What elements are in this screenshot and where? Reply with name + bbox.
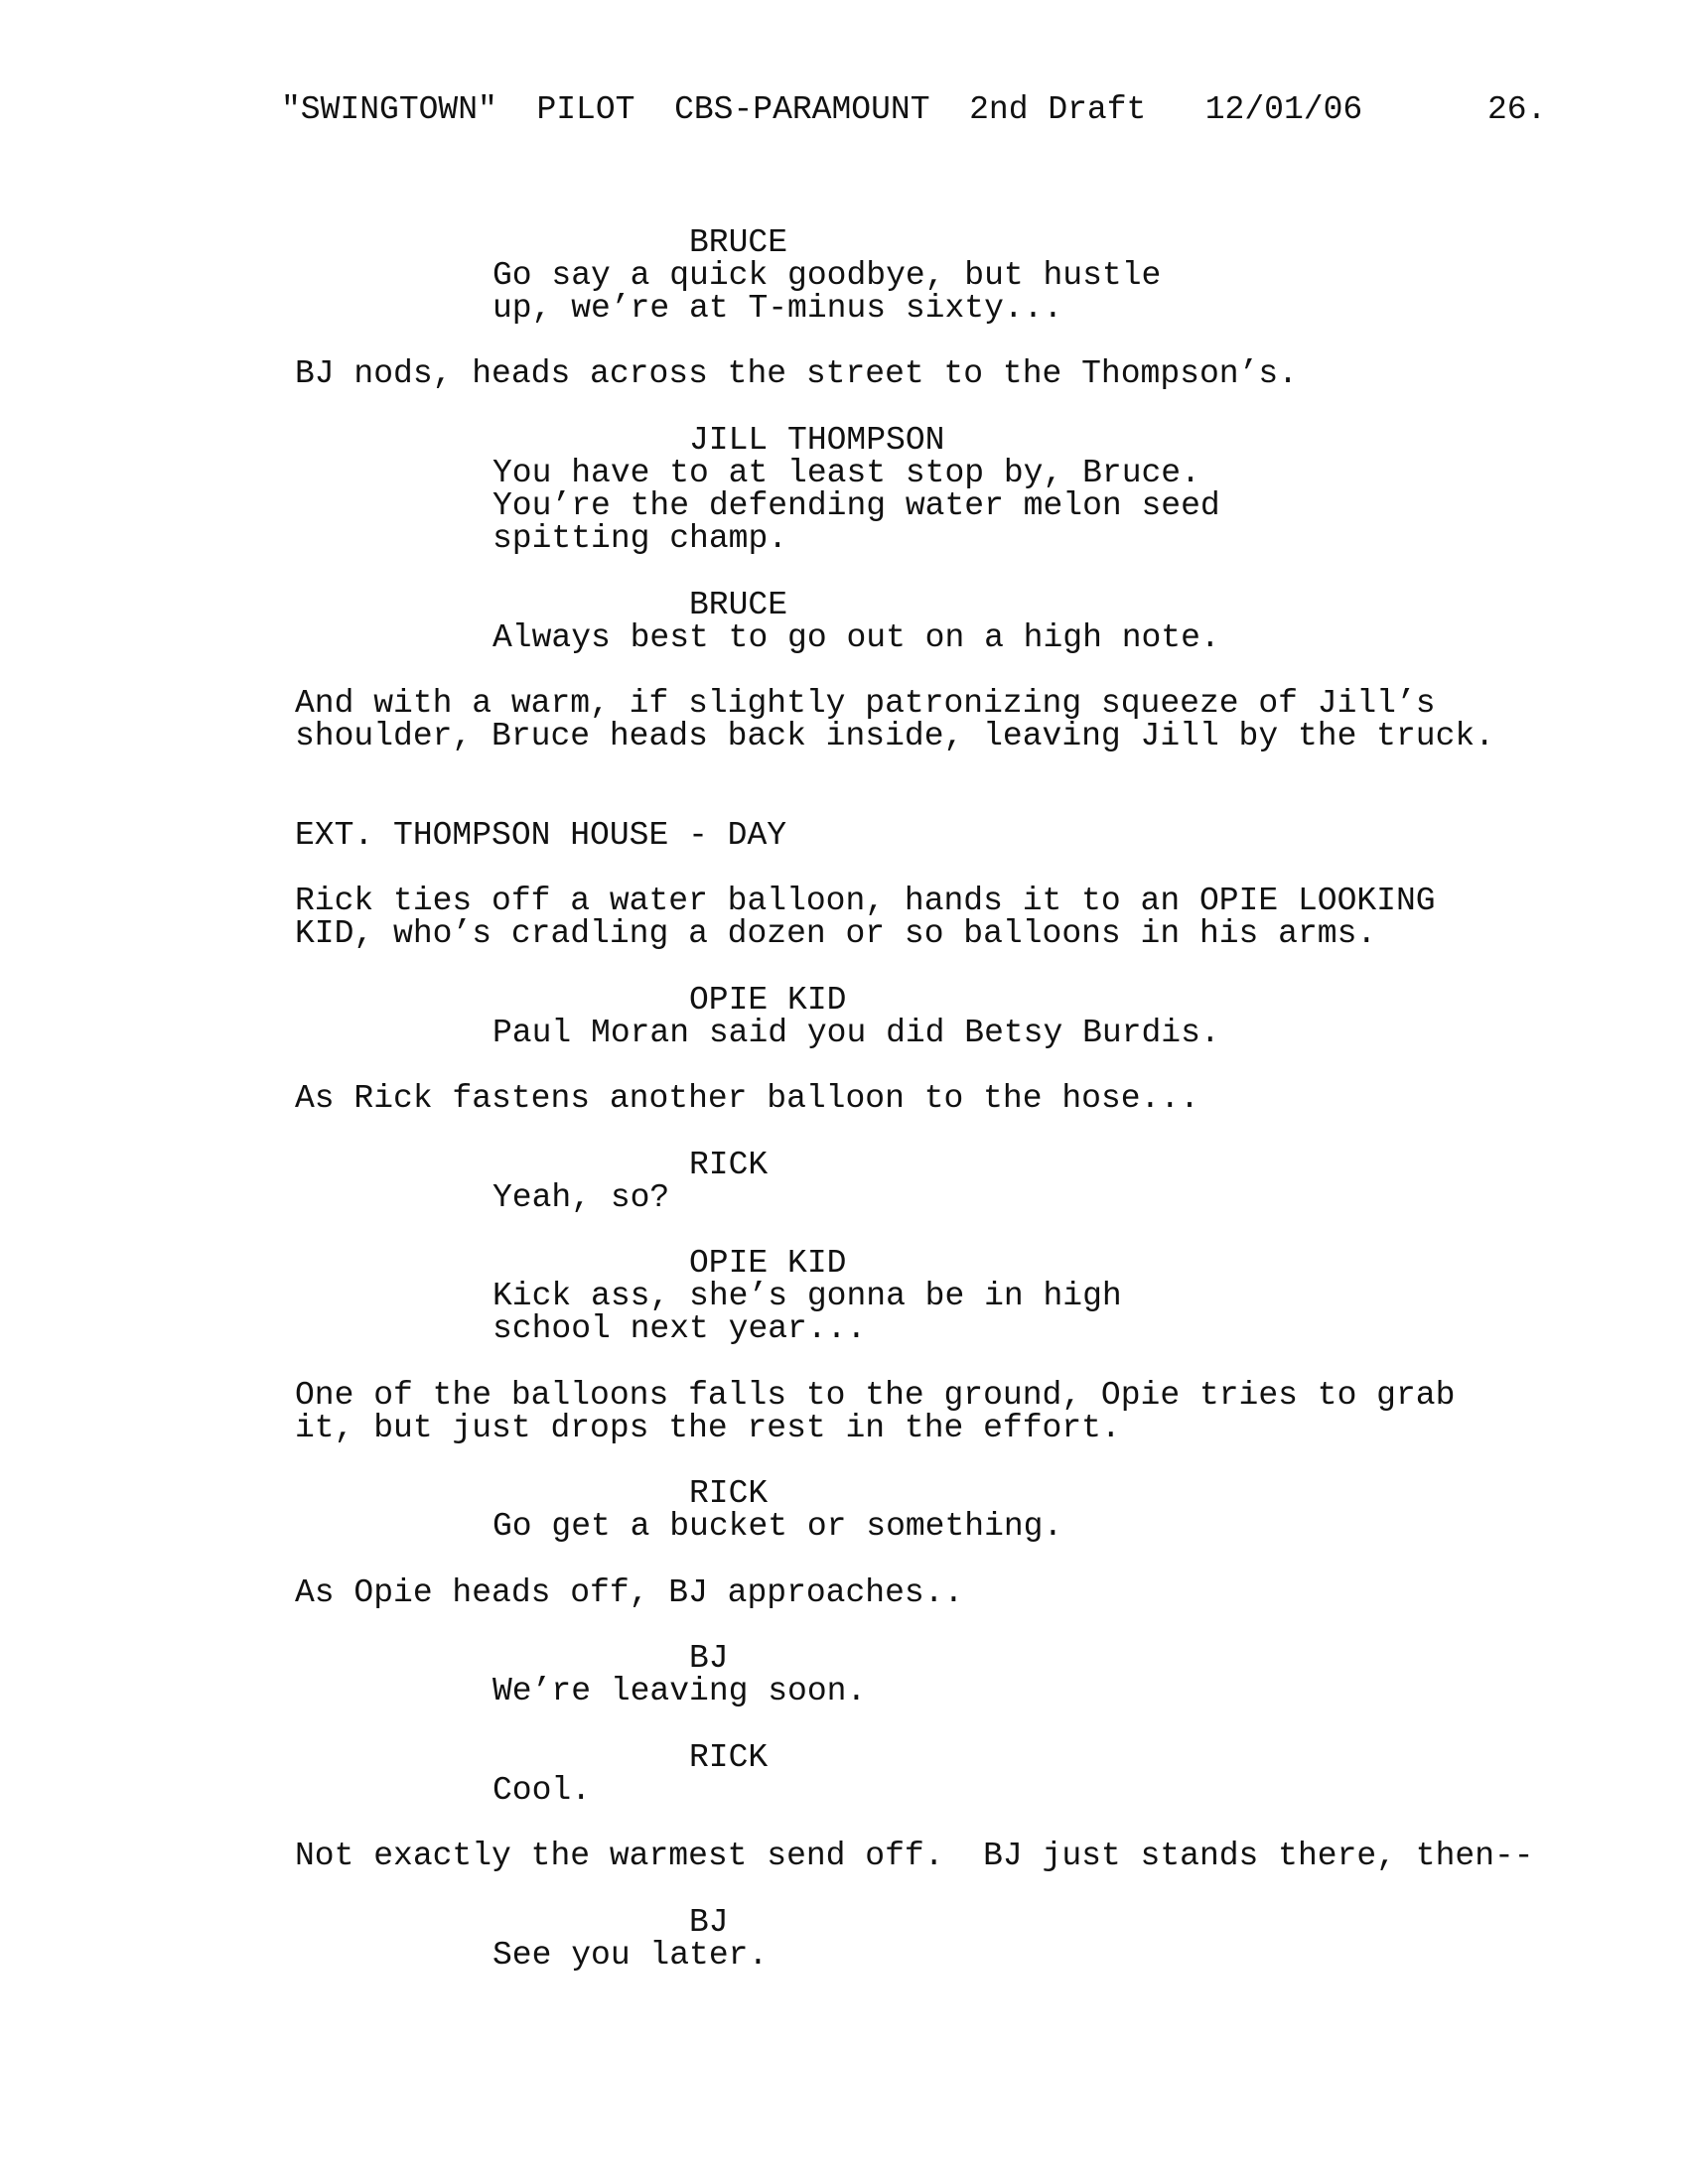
character-name: OPIE KID (689, 982, 847, 1019)
dialogue-line: See you later. (492, 1937, 769, 1974)
character-name: BRUCE (689, 587, 788, 623)
action-line: And with a warm, if slightly patronizing squeeze of Jill’s (295, 685, 1436, 722)
page-number: 26. (1487, 91, 1547, 128)
dialogue-line: Go say a quick goodbye, but hustle (492, 257, 1162, 294)
character-name: BJ (689, 1640, 729, 1677)
dialogue-line: You’re the defending water melon seed (492, 487, 1220, 524)
dialogue-line: Cool. (492, 1772, 592, 1809)
character-name: RICK (689, 1147, 769, 1183)
action-line: BJ nods, heads across the street to the Thompson’s. (295, 355, 1298, 392)
dialogue-line: spitting champ. (492, 520, 788, 557)
dialogue-line: up, we’re at T-minus sixty... (492, 290, 1063, 327)
dialogue-line: We’re leaving soon. (492, 1673, 867, 1709)
character-name: JILL THOMPSON (689, 422, 945, 459)
dialogue-line: Go get a bucket or something. (492, 1508, 1063, 1545)
action-line: Rick ties off a water balloon, hands it to an OPIE LOOKING (295, 883, 1436, 919)
action-line: KID, who’s cradling a dozen or so balloons in his arms. (295, 915, 1377, 952)
character-name: RICK (689, 1475, 769, 1512)
character-name: OPIE KID (689, 1245, 847, 1282)
action-line: Not exactly the warmest send off. BJ just stands there, then-- (295, 1838, 1534, 1874)
action-line: it, but just drops the rest in the effort. (295, 1410, 1121, 1446)
dialogue-line: school next year... (492, 1310, 867, 1347)
character-name: BJ (689, 1904, 729, 1941)
scene-heading: EXT. THOMPSON HOUSE - DAY (295, 817, 787, 854)
action-line: As Opie heads off, BJ approaches.. (295, 1574, 964, 1611)
dialogue-line: Yeah, so? (492, 1179, 670, 1216)
action-line: As Rick fastens another balloon to the hose... (295, 1080, 1199, 1117)
dialogue-line: Always best to go out on a high note. (492, 619, 1220, 656)
character-name: RICK (689, 1739, 769, 1776)
action-line: One of the balloons falls to the ground, Opie tries to grab (295, 1377, 1456, 1414)
dialogue-line: Paul Moran said you did Betsy Burdis. (492, 1015, 1220, 1051)
page-header-title: "SWINGTOWN" PILOT CBS-PARAMOUNT 2nd Draft 12/01/06 (281, 91, 1363, 128)
dialogue-line: You have to at least stop by, Bruce. (492, 455, 1200, 491)
character-name: BRUCE (689, 224, 788, 261)
dialogue-line: Kick ass, she’s gonna be in high (492, 1278, 1122, 1314)
action-line: shoulder, Bruce heads back inside, leaving Jill by the truck. (295, 718, 1494, 754)
